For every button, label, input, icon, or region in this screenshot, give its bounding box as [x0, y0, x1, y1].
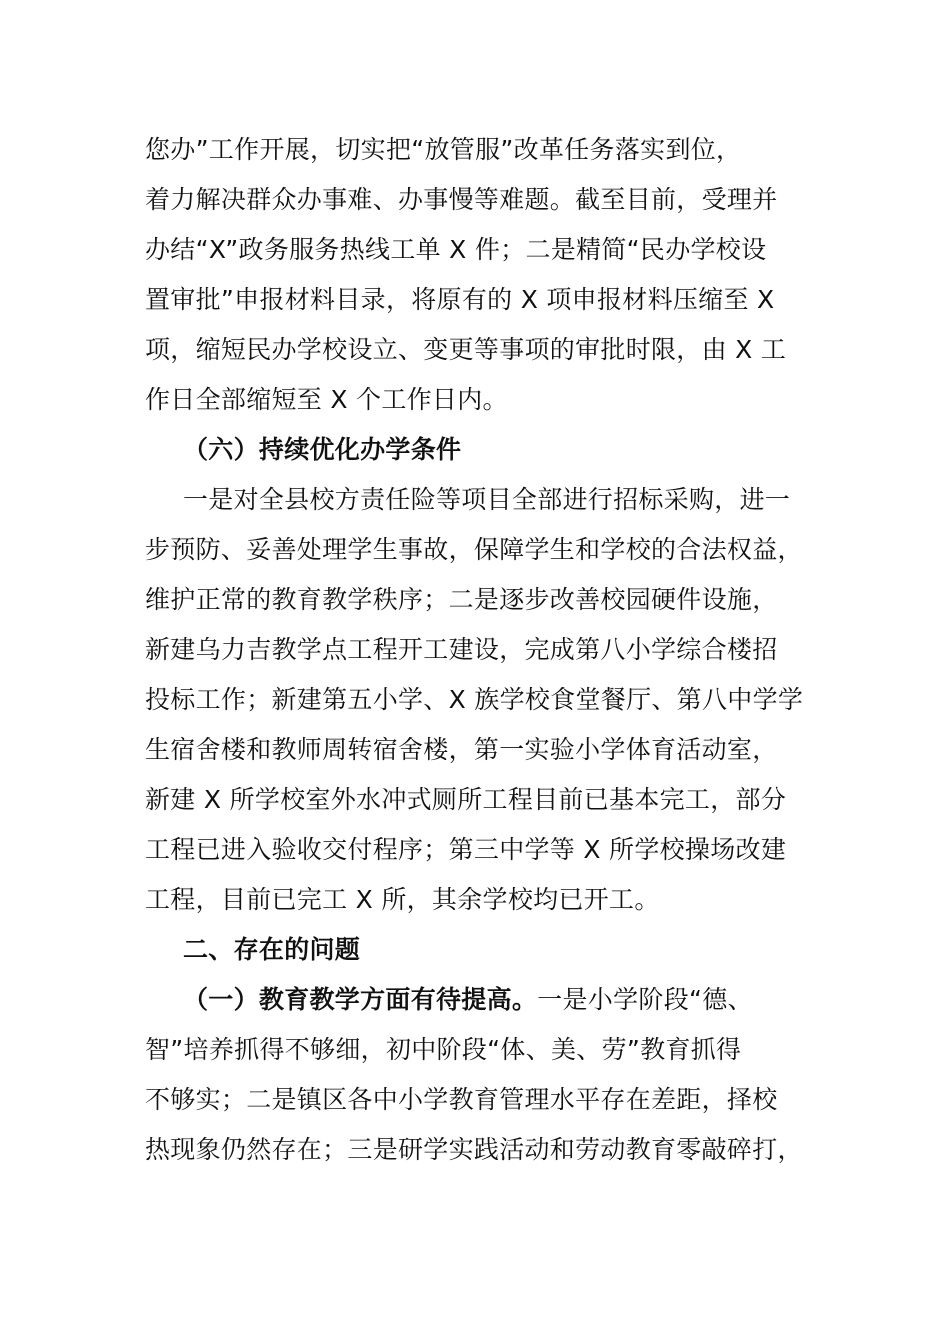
chapter-heading: 二、存在的问题 [183, 935, 361, 964]
body-text-line: 工程已进入验收交付程序；第三中学等 X 所学校操场改建 [145, 835, 787, 864]
paragraph-line [183, 985, 753, 1015]
body-text-line: 投标工作；新建第五小学、X 族学校食堂餐厅、第八中学学 [145, 685, 804, 714]
body-text-line: 办结“X”政务服务热线工单 X 件；二是精简“民办学校设 [145, 235, 767, 264]
body-text-line: 您办”工作开展，切实把“放管服”改革任务落实到位， [145, 135, 742, 164]
subsection-heading: （一）教育教学方面有待提高。 [183, 985, 538, 1014]
body-text-line: 着力解决群众办事难、办事慢等难题。截至目前，受理并 [145, 185, 778, 214]
body-text-line: 智”培养抓得不够细，初中阶段“体、美、劳”教育抓得 [145, 1035, 742, 1064]
body-text-line: 新建乌力吉教学点工程开工建设，完成第八小学综合楼招 [145, 635, 778, 664]
body-text-line: 步预防、妥善处理学生事故，保障学生和学校的合法权益， [145, 535, 803, 564]
body-text-span: 一是小学阶段“德、 [537, 985, 753, 1014]
body-text-line: 项，缩短民办学校设立、变更等事项的审批时限，由 X 工 [145, 335, 787, 364]
body-text-line: 工程，目前已完工 X 所，其余学校均已开工。 [145, 885, 660, 914]
body-text-line: 生宿舍楼和教师周转宿舍楼，第一实验小学体育活动室， [145, 735, 778, 764]
body-text-line: 维护正常的教育教学秩序；二是逐步改善校园硬件设施， [145, 585, 778, 614]
body-text-line: 热现象仍然存在；三是研学实践活动和劳动教育零敲碎打， [145, 1135, 803, 1164]
body-text-line: 不够实；二是镇区各中小学教育管理水平存在差距，择校 [145, 1085, 778, 1114]
body-text-line: 一是对全县校方责任险等项目全部进行招标采购，进一 [183, 485, 791, 514]
body-text-line: 新建 X 所学校室外水冲式厕所工程目前已基本完工，部分 [145, 785, 787, 814]
body-text-line: 置审批”申报材料目录，将原有的 X 项申报材料压缩至 X [145, 285, 775, 314]
body-text-line: 作日全部缩短至 X 个工作日内。 [145, 385, 508, 414]
section-heading: （六）持续优化办学条件 [183, 435, 462, 464]
